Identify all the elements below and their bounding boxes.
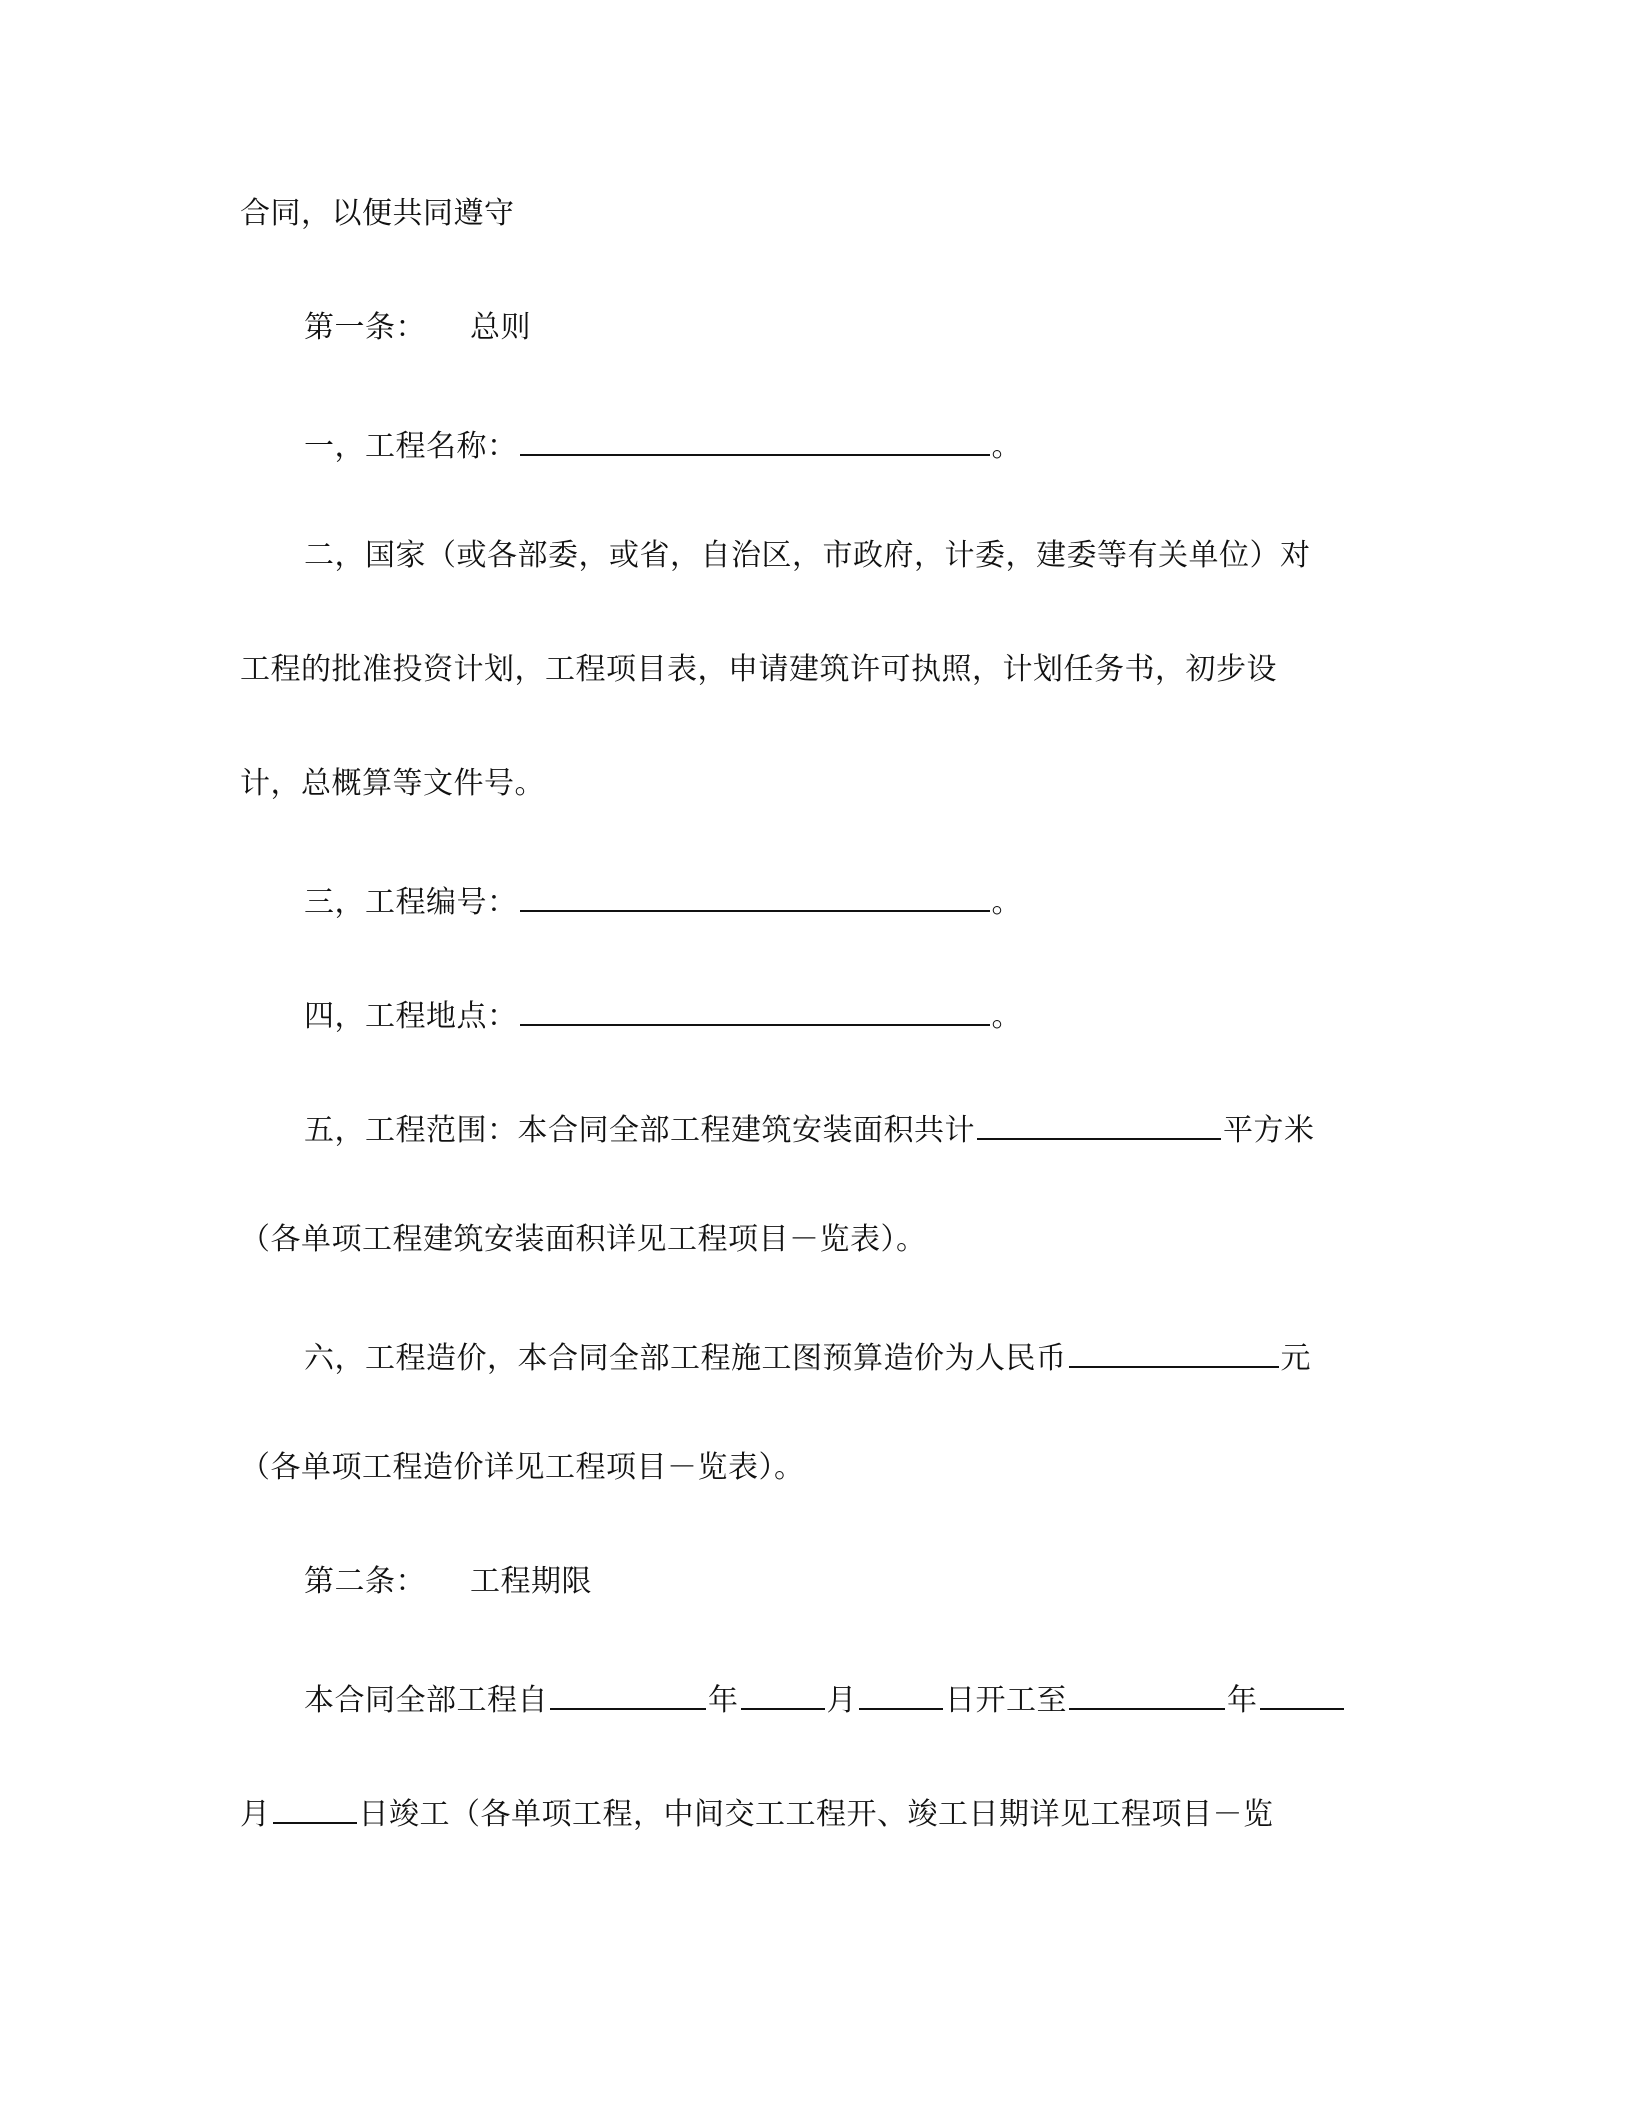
text-line bbox=[240, 1218, 927, 1262]
text-line bbox=[240, 762, 545, 806]
article-heading bbox=[304, 306, 531, 350]
paragraph-text: 计，总概算等文件号。 bbox=[240, 766, 545, 801]
field-label: 三，工程编号： bbox=[304, 885, 518, 920]
paragraph-text: 月 bbox=[240, 1797, 271, 1832]
project-location-line bbox=[304, 990, 1022, 1034]
end-month-blank bbox=[1260, 1674, 1344, 1710]
field-end: 。 bbox=[991, 429, 1022, 464]
project-name-blank bbox=[520, 420, 990, 456]
paragraph-text: 本合同全部工程自 bbox=[304, 1683, 548, 1718]
field-end: 。 bbox=[991, 999, 1022, 1034]
text-line bbox=[240, 192, 515, 236]
cost-blank bbox=[1069, 1332, 1279, 1368]
project-number-blank bbox=[520, 876, 990, 912]
paragraph-text: 平方米 bbox=[1223, 1113, 1315, 1148]
project-location-blank bbox=[520, 990, 990, 1026]
paragraph-text: 五，工程范围：本合同全部工程建筑安装面积共计 bbox=[304, 1113, 975, 1148]
area-blank bbox=[977, 1104, 1221, 1140]
article-title: 总则 bbox=[470, 310, 531, 345]
project-cost-line bbox=[304, 1332, 1311, 1376]
paragraph-text: 元 bbox=[1280, 1341, 1311, 1376]
project-number-line bbox=[304, 876, 1022, 920]
field-label: 四，工程地点： bbox=[304, 999, 518, 1034]
text-line bbox=[304, 534, 1311, 578]
project-period-line bbox=[304, 1674, 1346, 1718]
text-line bbox=[240, 648, 1277, 692]
paragraph-text: （各单项工程建筑安装面积详见工程项目－览表）。 bbox=[240, 1222, 927, 1257]
project-period-line-2 bbox=[240, 1788, 1274, 1832]
field-label: 一，工程名称： bbox=[304, 429, 518, 464]
paragraph-text: 年 bbox=[1227, 1683, 1258, 1718]
start-month-blank bbox=[741, 1674, 825, 1710]
start-day-blank bbox=[859, 1674, 943, 1710]
paragraph-text: 六，工程造价，本合同全部工程施工图预算造价为人民币 bbox=[304, 1341, 1067, 1376]
text-line bbox=[240, 1446, 805, 1490]
paragraph-text: （各单项工程造价详见工程项目－览表）。 bbox=[240, 1450, 805, 1485]
paragraph-text: 工程的批准投资计划，工程项目表，申请建筑许可执照，计划任务书，初步设 bbox=[240, 652, 1277, 687]
paragraph-text: 月 bbox=[826, 1683, 857, 1718]
paragraph-text: 二，国家（或各部委，或省，自治区，市政府，计委，建委等有关单位）对 bbox=[304, 538, 1311, 573]
paragraph-text: 日竣工（各单项工程，中间交工工程开、竣工日期详见工程项目－览 bbox=[358, 1797, 1274, 1832]
project-scope-line bbox=[304, 1104, 1315, 1148]
project-name-line bbox=[304, 420, 1022, 464]
paragraph-text: 日开工至 bbox=[945, 1683, 1067, 1718]
paragraph-text: 合同，以便共同遵守 bbox=[240, 196, 515, 231]
article-label: 第一条： bbox=[304, 310, 426, 345]
start-year-blank bbox=[550, 1674, 706, 1710]
paragraph-text: 年 bbox=[708, 1683, 739, 1718]
article-heading bbox=[304, 1560, 592, 1604]
article-title: 工程期限 bbox=[470, 1564, 592, 1599]
field-end: 。 bbox=[991, 885, 1022, 920]
end-day-blank bbox=[273, 1788, 357, 1824]
end-year-blank bbox=[1069, 1674, 1225, 1710]
article-label: 第二条： bbox=[304, 1564, 426, 1599]
